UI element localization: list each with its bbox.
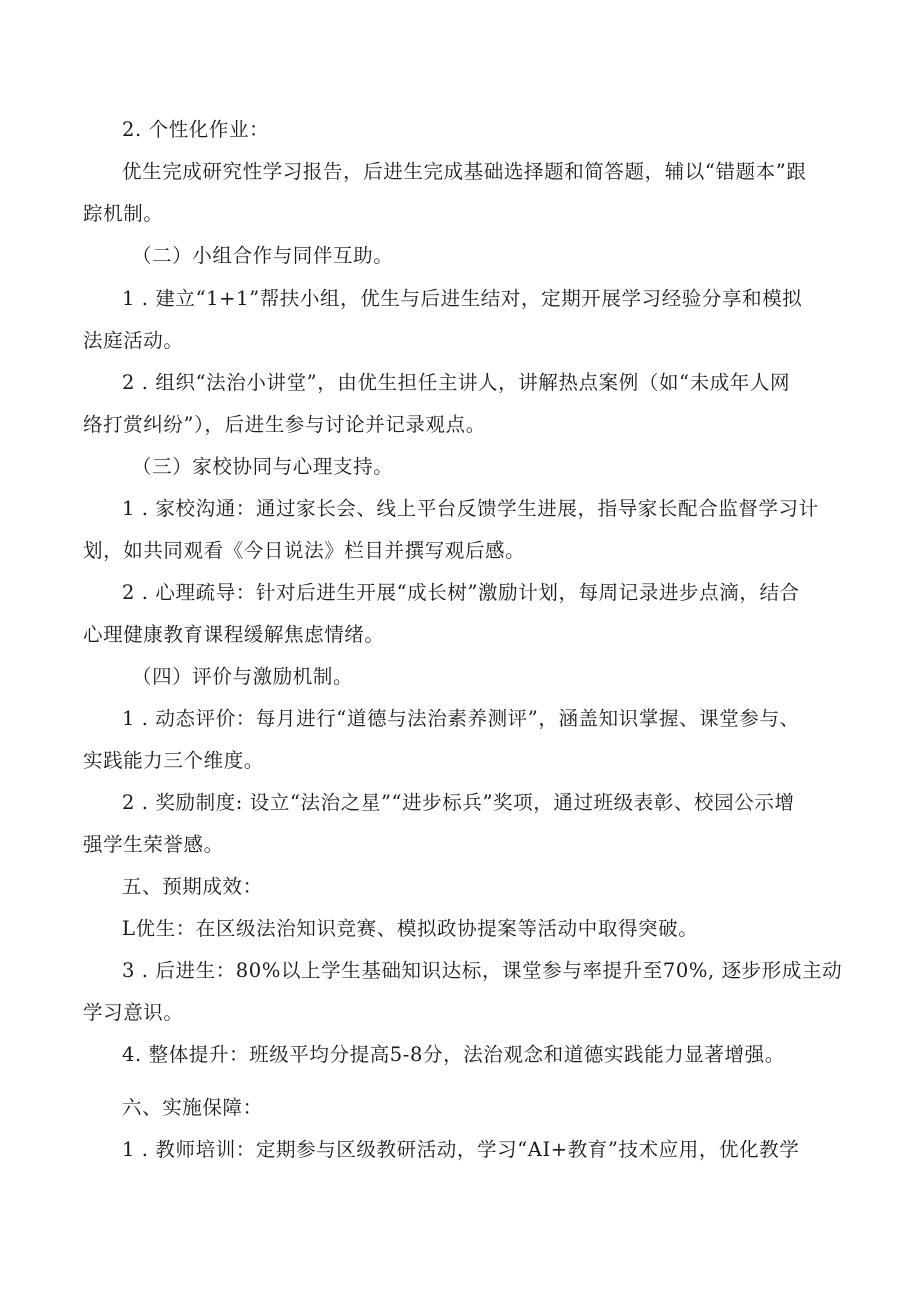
section-heading-implementation: 六、实施保障： — [122, 1096, 263, 1119]
paragraph-teacher-training: 1 . 教师培训：定期参与区级教研活动，学习“AI+教育”技术应用，优化教学 — [122, 1138, 800, 1161]
paragraph-rewards-line2: 强学生荣誉感。 — [83, 833, 224, 856]
section-heading-home-school: （三）家校协同与心理支持。 — [132, 455, 394, 478]
paragraph-lagging-students-line1: 3 . 后进生：80%以上学生基础知识达标，课堂参与率提升至70%, 逐步形成主动 — [122, 959, 843, 982]
paragraph-lagging-students-line2: 学习意识。 — [83, 1001, 184, 1024]
item-personalized-homework-heading: 2. 个性化作业： — [122, 118, 270, 141]
section-heading-expected-results: 五、预期成效： — [122, 875, 263, 898]
paragraph-psych-line1: 2 . 心理疏导：针对后进生开展“成长树”激励计划，每周记录进步点滴，结合 — [122, 581, 800, 604]
paragraph-pairing-line2: 法庭活动。 — [83, 329, 184, 352]
paragraph-dynamic-eval-line1: 1 . 动态评价：每月进行“道德与法治素养测评”，涵盖知识掌握、课堂参与、 — [122, 707, 800, 730]
paragraph-home-comm-line2: 划，如共同观看《今日说法》栏目并撰写观后感。 — [83, 539, 526, 562]
paragraph-top-students: L优生：在区级法治知识竞赛、模拟政协提案等活动中取得突破。 — [122, 917, 699, 940]
section-heading-group-cooperation: （二）小组合作与同伴互助。 — [132, 244, 394, 267]
paragraph-homework-line2: 踪机制。 — [83, 202, 164, 225]
paragraph-psych-line2: 心理健康教育课程缓解焦虑情绪。 — [83, 623, 385, 646]
paragraph-lecture-line2: 络打赏纠纷”），后进生参与讨论并记录观点。 — [83, 413, 486, 436]
paragraph-rewards-line1: 2 . 奖励制度: 设立“法治之星”“进步标兵”奖项，通过班级表彰、校园公示增 — [122, 791, 795, 814]
paragraph-homework-line1: 优生完成研究性学习报告，后进生完成基础选择题和简答题，辅以“错题本”跟 — [122, 160, 807, 183]
paragraph-home-comm-line1: 1 . 家校沟通：通过家长会、线上平台反馈学生进展，指导家长配合监督学习计 — [122, 497, 819, 520]
paragraph-pairing-line1: 1 . 建立“1+1”帮扶小组，优生与后进生结对，定期开展学习经验分享和模拟 — [122, 287, 803, 310]
paragraph-overall-improvement: 4. 整体提升：班级平均分提高5-8分，法治观念和道德实践能力显著增强。 — [122, 1043, 785, 1066]
paragraph-dynamic-eval-line2: 实践能力三个维度。 — [83, 749, 264, 772]
section-heading-evaluation: （四）评价与激励机制。 — [132, 665, 354, 688]
paragraph-lecture-line1: 2 . 组织“法治小讲堂”，由优生担任主讲人，讲解热点案例（如“未成年人网 — [122, 371, 791, 394]
